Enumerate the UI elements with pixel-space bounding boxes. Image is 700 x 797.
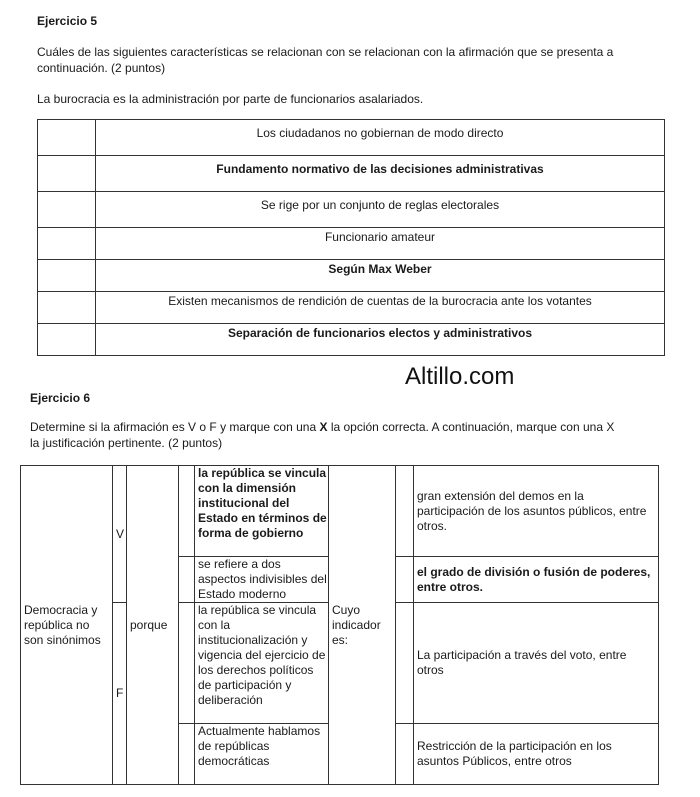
ej5-option: Los ciudadanos no gobiernan de modo directo bbox=[96, 120, 665, 156]
ej6-indicator-check[interactable] bbox=[396, 466, 414, 557]
ej6-reason-check[interactable] bbox=[179, 603, 195, 724]
ej6-reason-check[interactable] bbox=[179, 557, 195, 603]
ej5-option: Separación de funcionarios electos y administrativos bbox=[96, 324, 665, 356]
ej6-indicator: Restricción de la participación en los asuntos Públicos, entre otros bbox=[414, 724, 659, 785]
ej5-option: Funcionario amateur bbox=[96, 228, 665, 260]
ej6-indicator: La participación a través del voto, entre otros bbox=[414, 603, 659, 724]
ej6-table bbox=[20, 465, 659, 785]
ej5-check-cell[interactable] bbox=[38, 260, 96, 292]
ej6-v-label[interactable]: V bbox=[113, 466, 127, 603]
ej5-title: Ejercicio 5 bbox=[37, 14, 98, 28]
ej5-option: Existen mecanismos de rendición de cuentas de la burocracia ante los votantes bbox=[96, 292, 665, 324]
ej5-table bbox=[37, 119, 665, 356]
ej6-reason: se refiere a dos aspectos indivisibles del Estado moderno bbox=[195, 557, 329, 603]
ej6-title: Ejercicio 6 bbox=[30, 391, 91, 405]
ej6-indicator-check[interactable] bbox=[396, 557, 414, 603]
ej6-reason: la república se vincula con la institucionalización y vigencia del ejercicio de los derechos políticos de participación y deliberación bbox=[195, 603, 329, 724]
ej6-f-label[interactable]: F bbox=[113, 603, 127, 785]
ej5-option: Se rige por un conjunto de reglas electorales bbox=[96, 192, 665, 228]
ej6-indicator: gran extensión del demos en la participación de los asuntos públicos, entre otros. bbox=[414, 466, 659, 557]
ej5-check-cell[interactable] bbox=[38, 228, 96, 260]
ej6-instructions: Determine si la afirmación es V o F y marque con una X la opción correcta. A continuación, marque con una X la justificación pertinente. (2 puntos) bbox=[30, 420, 615, 450]
ej5-check-cell[interactable] bbox=[38, 324, 96, 356]
ej5-option: Según Max Weber bbox=[96, 260, 665, 292]
ej5-check-cell[interactable] bbox=[38, 156, 96, 192]
ej5-check-cell[interactable] bbox=[38, 292, 96, 324]
ej6-reason-check[interactable] bbox=[179, 466, 195, 557]
ej6-indicator: el grado de división o fusión de poderes, entre otros. bbox=[414, 557, 659, 603]
ej5-check-cell[interactable] bbox=[38, 192, 96, 228]
ej5-option: Fundamento normativo de las decisiones administrativas bbox=[96, 156, 665, 192]
ej6-indicator-check[interactable] bbox=[396, 603, 414, 724]
ej6-reason: Actualmente hablamos de repúblicas democráticas bbox=[195, 724, 329, 785]
ej6-statement: Democracia y república no son sinónimos bbox=[21, 466, 113, 785]
ej5-instructions: Cuáles de las siguientes características se relacionan con se relacionan con la afirmación que se presenta a continuación. (2 puntos) bbox=[37, 45, 614, 75]
ej6-reason: la república se vincula con la dimensión institucional del Estado en términos de forma de gobierno bbox=[195, 466, 329, 557]
ej6-indicator-label: Cuyo indicador es: bbox=[329, 466, 396, 785]
ej6-porque: porque bbox=[127, 466, 179, 785]
ej6-reason-check[interactable] bbox=[179, 724, 195, 785]
ej5-statement: La burocracia es la administración por parte de funcionarios asalariados. bbox=[37, 92, 424, 106]
ej6-indicator-check[interactable] bbox=[396, 724, 414, 785]
watermark: Altillo.com bbox=[405, 363, 515, 390]
ej5-check-cell[interactable] bbox=[38, 120, 96, 156]
